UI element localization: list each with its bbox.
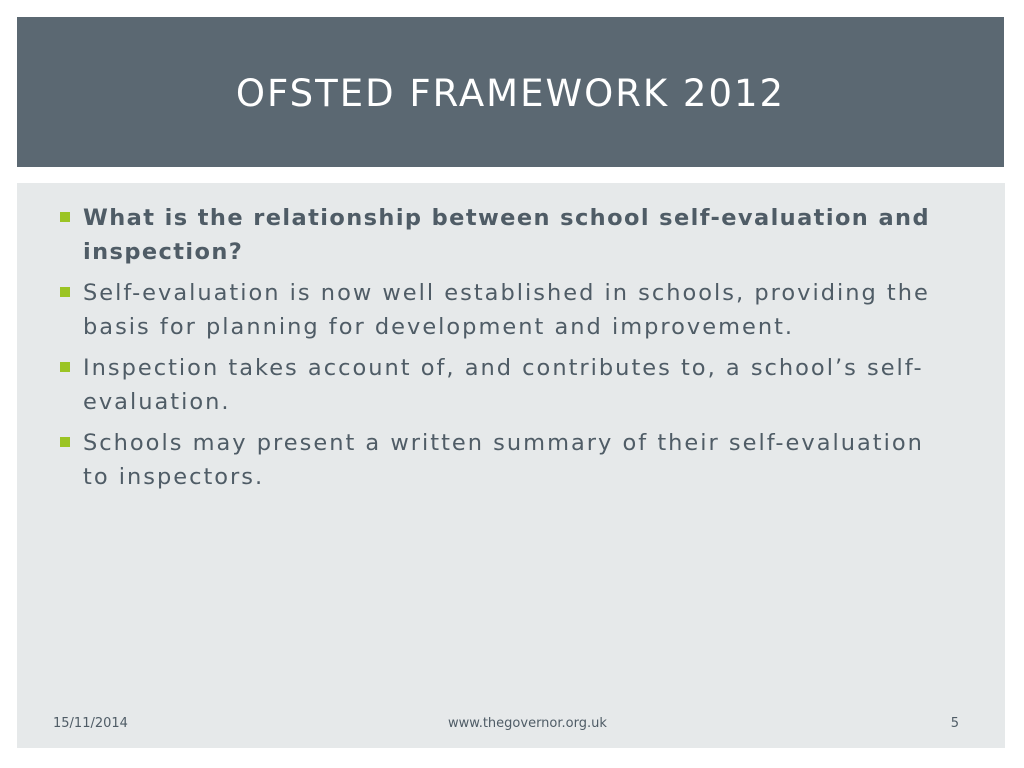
slide-title: OFSTED FRAMEWORK 2012 bbox=[235, 71, 786, 115]
square-bullet-icon bbox=[60, 212, 70, 222]
bullet-text-4: Schools may present a written summary of their self-evaluation to inspectors. bbox=[83, 430, 924, 490]
bullet-list bbox=[17, 183, 1005, 494]
square-bullet-icon bbox=[60, 437, 70, 447]
bullet-text-1: What is the relationship between school self-evaluation and inspection? bbox=[83, 205, 930, 265]
footer-website: www.thegovernor.org.uk bbox=[448, 716, 607, 731]
footer-date: 15/11/2014 bbox=[53, 716, 128, 731]
bullet-text-2: Self-evaluation is now well established in schools, providing the basis for planning for development and improvement. bbox=[83, 280, 930, 340]
bullet-item-3 bbox=[83, 351, 945, 419]
bullet-text-3: Inspection takes account of, and contributes to, a school’s self-evaluation. bbox=[83, 355, 924, 415]
square-bullet-icon bbox=[60, 362, 70, 372]
square-bullet-icon bbox=[60, 287, 70, 297]
bullet-item-2 bbox=[83, 276, 945, 344]
page-number: 5 bbox=[950, 716, 959, 731]
slide-footer bbox=[17, 716, 1005, 736]
bullet-item-4 bbox=[83, 426, 945, 494]
content-area bbox=[17, 183, 1005, 748]
bullet-item-1 bbox=[83, 201, 945, 269]
title-bar bbox=[17, 17, 1004, 167]
